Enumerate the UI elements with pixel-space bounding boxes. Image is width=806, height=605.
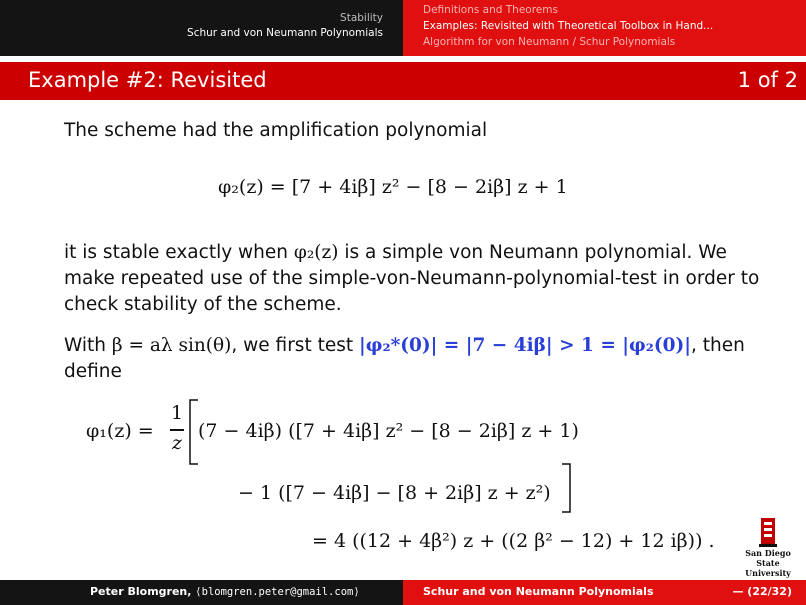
paragraph-test-text-b: , we first test bbox=[231, 335, 359, 356]
logo-line1: San Diego State bbox=[745, 548, 791, 568]
paragraph-stability-text-a: it is stable exactly when bbox=[64, 242, 294, 263]
right-big-bracket bbox=[560, 462, 574, 514]
equation-phi1-lhs: φ₁(z) = bbox=[86, 420, 154, 442]
slide-page-indicator: 1 of 2 bbox=[737, 68, 798, 92]
footer-right bbox=[403, 580, 806, 605]
footer-author bbox=[90, 585, 360, 598]
fraction-numerator: 1 bbox=[170, 402, 184, 424]
slide-title: Example #2: Revisited bbox=[28, 68, 267, 92]
nav-item-examples[interactable]: Examples: Revisited with Theoretical Toolbox in Hand... bbox=[423, 20, 714, 32]
equation-amplification-polynomial: φ₂(z) = [7 + 4iβ] z² − [8 − 2iβ] z + 1 bbox=[218, 176, 568, 198]
fraction-bar bbox=[170, 429, 184, 431]
equation-phi1-line1: (7 − 4iβ) ([7 + 4iβ] z² − [8 − 2iβ] z + 1) bbox=[198, 420, 579, 442]
paragraph-test-text-a: With bbox=[64, 335, 112, 356]
inline-math-test-condition: |φ₂*(0)| = |7 − 4iβ| > 1 = |φ₂(0)| bbox=[359, 335, 691, 356]
logo-line2: University bbox=[745, 568, 791, 578]
paragraph-intro: The scheme had the amplification polynomial bbox=[64, 120, 488, 141]
paragraph-stability-text-b: is a simple von Neumann polynomial. We make repeated use of the simple-von-Neumann-polynomial-test in order to check stability of the scheme. bbox=[64, 242, 760, 315]
fraction-denominator: z bbox=[171, 432, 182, 454]
nav-item-algorithm[interactable]: Algorithm for von Neumann / Schur Polynomials bbox=[423, 36, 676, 48]
equation-phi1-line2: − 1 ([7 − 4iβ] − [8 + 2iβ] z + z²) bbox=[238, 482, 551, 504]
sdsu-logo-text bbox=[736, 548, 800, 578]
equation-phi1-line3: = 4 ((12 + 4β²) z + ((2 β² − 12) + 12 iβ)) . bbox=[312, 530, 715, 552]
footer-left bbox=[0, 580, 403, 605]
author-name: Peter Blomgren, bbox=[90, 585, 192, 598]
footer-title: Schur and von Neumann Polynomials bbox=[423, 585, 654, 598]
footer-bar bbox=[0, 580, 806, 605]
inline-math-phi2: φ₂(z) bbox=[293, 242, 339, 263]
nav-item-definitions[interactable]: Definitions and Theorems bbox=[423, 4, 558, 16]
nav-section-current[interactable]: Schur and von Neumann Polynomials bbox=[187, 27, 383, 39]
nav-section-stability[interactable]: Stability bbox=[340, 12, 383, 24]
author-email[interactable]: ⟨blomgren.peter@gmail.com⟩ bbox=[195, 586, 360, 598]
inline-math-beta: β = aλ sin(θ) bbox=[111, 335, 232, 356]
footer-page-number: — (22/32) bbox=[732, 585, 792, 598]
paragraph-test-text-c: , then define bbox=[64, 335, 745, 382]
paragraph-stability bbox=[64, 240, 764, 318]
paragraph-test bbox=[64, 333, 764, 385]
